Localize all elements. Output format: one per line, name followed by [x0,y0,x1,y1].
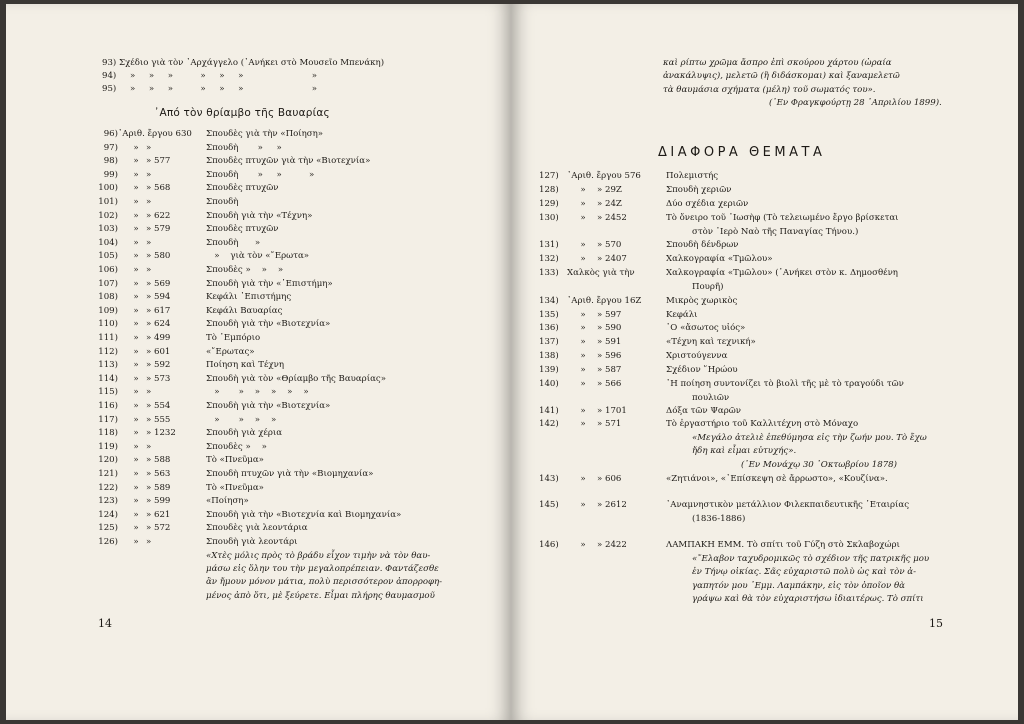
entry-title: «Ποίηση» [206,496,249,507]
work-number: » 1701 [597,406,627,416]
catalog-entry [6,155,511,168]
catalog-entry [511,184,1018,197]
entry-number: 106) [98,265,118,275]
ditto-mark: » [133,414,139,425]
work-number: Χαλκὸς γιὰ τὴν [567,268,635,278]
quote-line: (᾽Εν Φραγκφούρτῃ 28 ᾽Απριλίου 1899). [769,98,942,109]
work-number: » 622 [146,210,171,221]
entry-number: 119) [98,441,118,452]
entry-number: 123) [98,496,118,507]
work-number: » 29Ζ [597,185,622,195]
catalog-entry [6,373,511,386]
work-number: » 597 [597,310,622,320]
entry-number: 107) [98,278,118,289]
catalog-entry [6,386,511,399]
catalog-entry [511,198,1018,211]
work-number: » [146,537,152,547]
work-number: » 621 [146,509,171,520]
work-number: » 499 [146,333,171,343]
catalog-entry [6,359,511,372]
catalog-entry [6,509,511,522]
ditto-mark: » [133,265,139,275]
work-number: ᾽Αριθ. ἔργου 630 [118,129,192,139]
work-number: » [146,197,152,207]
work-number: » 624 [146,319,171,330]
work-number: » [146,441,152,452]
entry-number: 131) [539,240,559,250]
ditto-mark: » [133,292,139,303]
entry-title: Σχέδιον ῞Ηρώου [666,365,738,375]
ditto-mark: » [133,469,139,479]
entry-number: 111) [98,333,118,343]
entry-title: Χαλκογραφία «Τμῶλου» (᾽Ανήκει στὸν κ. Δημοσθένη [666,268,898,278]
entry-number: 98) [103,156,118,167]
entry-number: 121) [98,469,118,479]
catalog-entry [511,364,1018,377]
ditto-mark: » [580,199,586,209]
catalog-entry [6,169,511,182]
catalog-entry [6,427,511,440]
entry-continuation: πουλιῶν [692,393,730,403]
entry-line: 95) » » » » » » » [102,84,317,94]
entry-title: Κεφάλι ᾽Επιστήμης [206,292,292,303]
catalog-entry [511,212,1018,225]
catalog-entry [511,350,1018,363]
ditto-mark: » [580,500,586,510]
entry-title: «Τέχνη καὶ τεχνική» [666,337,756,347]
entry-title: Τὸ «Πνεῦμα» [206,455,264,466]
quote-line: τὰ θαυμάσια σχήματα (μέλη) τοῦ σωματός του». [663,84,876,95]
book-spread [6,4,1018,720]
quote-line: «῎Ελαβον ταχυδρομικῶς τὸ σχέδιον τῆς πατρικῆς μου [692,554,930,564]
ditto-mark: » [133,183,139,194]
catalog-entry [6,346,511,359]
entry-title: Σπουδὴ γιὰ τὴν «Βιοτεχνία καὶ Βιομηχανία» [206,509,402,520]
entry-number: 115) [98,387,118,398]
entry-title: » » » » » » [206,387,309,398]
right-page [511,4,1018,720]
ditto-mark: » [133,156,139,167]
catalog-entry [6,318,511,331]
ditto-mark: » [133,387,139,398]
entry-number: 117) [98,414,118,425]
catalog-entry [511,253,1018,266]
entry-title: Χριστούγεννα [666,351,728,361]
entry-continuation: (1836-1886) [692,514,746,524]
entry-number: 146) [539,540,559,550]
quote-line: γράψω καὶ θὰ τὸν εὐχαριστήσω ἰδιαιτέρως. Τὸ σπίτι [692,594,924,605]
ditto-mark: » [133,333,139,343]
catalog-entry [511,170,1018,183]
entry-number: 122) [98,482,118,493]
work-number: » 573 [146,373,171,384]
entry-number: 128) [539,185,559,195]
catalog-entry [511,267,1018,280]
catalog-entry [511,322,1018,335]
entry-title: Σπουδὲς πτυχῶν γιὰ τὴν «Βιοτεχνία» [206,156,371,167]
entry-title: Σπουδὴ γιὰ χέρια [206,428,283,439]
entry-number: 127) [539,171,559,181]
work-number: » 555 [146,414,171,425]
work-number: » 568 [146,183,171,194]
ditto-mark: » [580,351,586,361]
entry-title: Σπουδὴ γιὰ τὸν «Θρίαμβο τῆς Βαυαρίας» [206,373,386,384]
catalog-entry [6,264,511,277]
entry-title: ᾽Αναμνηστικὸν μετάλλιον Φιλεκπαιδευτικῆς ῾Εταιρίας [666,500,910,510]
quote-line: «Μεγάλο ἀτελιὲ ἐπεθύμησα εἰς τὴν ζωήν μου. Τὸ ἔχω [692,433,927,443]
ditto-mark: » [580,254,586,264]
work-number: » 580 [146,251,171,262]
entry-title: Τὸ «Πνεῦμα» [206,482,264,493]
left-page [6,4,511,720]
work-number: » 599 [146,496,171,507]
section-heading: ΔΙΑΦΟΡΑ ΘΕΜΑΤΑ [658,145,826,160]
entry-title: Κεφάλι Βαυαρίας [206,305,283,316]
ditto-mark: » [580,406,586,416]
catalog-entry [511,539,1018,552]
work-number: » 577 [146,156,171,167]
work-number: » [146,169,152,180]
entry-title: Σπουδὲς » » [206,441,267,452]
entry-number: 97) [103,142,118,153]
quote-line: ἂν ἤμουν μόνον μάτια, πολὺ περισσότερον ἀπορροφη- [206,577,443,588]
entry-number: 113) [98,360,118,371]
work-number: » 594 [146,292,171,303]
work-number: » [146,142,152,153]
entry-title: «῎Ερωτας» [206,346,255,357]
entry-number: 125) [98,523,118,534]
entry-title: Σπουδὴ γιὰ τὴν «Βιοτεχνία» [206,319,331,330]
catalog-entry [6,414,511,427]
catalog-entry [6,128,511,141]
entry-title: Σπουδὲς πτυχῶν [206,224,279,235]
ditto-mark: » [133,496,139,507]
work-number: » 588 [146,455,171,466]
catalog-entry [511,336,1018,349]
work-number: » 566 [597,379,622,389]
ditto-mark: » [133,455,139,466]
entry-title: Τὸ ᾽Εμπόριο [206,333,261,343]
page-number: 15 [929,617,943,630]
ditto-mark: » [133,346,139,357]
entry-number: 134) [539,296,559,306]
catalog-entry [6,291,511,304]
ditto-mark: » [133,278,139,289]
catalog-entry [511,473,1018,486]
quote-line: μάσω εἰς ὅλην του τὴν μεγαλοπρέπειαν. Φαντάζεσθε [206,564,439,574]
catalog-entry [511,239,1018,252]
entry-number: 141) [539,406,559,416]
entry-continuation: στὸν ᾽Ιερὸ Ναὸ τῆς Παναγίας Τήνου.) [692,227,859,237]
entry-number: 136) [539,323,559,333]
ditto-mark: » [133,142,139,153]
ditto-mark: » [133,197,139,207]
catalog-entry [6,495,511,508]
entry-number: 120) [98,455,118,466]
ditto-mark: » [133,482,139,493]
entry-number: 102) [98,210,118,221]
ditto-mark: » [580,419,586,429]
work-number: » 590 [597,323,622,333]
quote-line: ἀνακάλυψις), μελετῶ (ἢ διδάσκομαι) καὶ ξαναμελετῶ [663,71,900,82]
entry-title: ΛΑΜΠΑΚΗ ΕΜΜ. Τὸ σπίτι τοῦ Γύζη στὸ Σκλαβοχώρι [666,540,900,550]
entry-number: 133) [539,268,559,278]
work-number: » 24Ζ [597,199,622,209]
entry-number: 105) [98,251,118,262]
ditto-mark: » [133,428,139,439]
catalog-entry [6,278,511,291]
ditto-mark: » [133,210,139,221]
work-number: » 617 [146,305,171,316]
entry-number: 126) [98,537,118,547]
ditto-mark: » [580,365,586,375]
catalog-entry [511,295,1018,308]
quote-line: (᾽Εν Μονάχῳ 30 ᾽Οκτωβρίου 1878) [741,459,897,470]
entry-title: Δόξα τῶν Ψαρῶν [666,406,741,416]
entry-title: Σπουδὴ γιὰ τὴν «Βιοτεχνία» [206,401,331,411]
entry-line: 93) Σχέδιο γιὰ τὸν ᾽Αρχάγγελο (᾽Ανήκει στὸ Μουσεῖο Μπενάκη) [102,58,385,68]
catalog-entry [511,378,1018,391]
entry-title: Μικρὸς χωρικὸς [666,296,738,306]
work-number: » 1232 [146,428,176,439]
work-number: » 2407 [597,254,627,264]
catalog-entry [6,482,511,495]
ditto-mark: » [133,251,139,262]
ditto-mark: » [580,379,586,389]
work-number: » 592 [146,360,171,371]
catalog-entry [511,309,1018,322]
entry-number: 143) [539,474,559,484]
work-number: » 2422 [597,540,627,550]
entry-title: Σπουδὲς γιὰ τὴν «Ποίηση» [206,129,324,139]
catalog-entry [511,418,1018,431]
ditto-mark: » [133,237,139,248]
entry-title: Σπουδὴ γιὰ λεοντάρι [206,537,298,547]
entry-title: Σπουδὲς » » » [206,265,284,275]
entry-title: Δύο σχέδια χεριῶν [666,199,749,209]
section-heading: ᾽Από τὸν θρίαμβο τῆς Βαυαρίας [154,107,330,119]
entry-title: Σπουδὴ » [206,237,261,248]
catalog-entry [6,210,511,223]
quote-line: καὶ ρίπτω χρῶμα ἄσπρο ἐπὶ σκούρου χάρτου (ὡραία [663,58,892,68]
ditto-mark: » [133,305,139,316]
work-number: » 2612 [597,500,627,510]
entry-number: 138) [539,351,559,361]
entry-number: 132) [539,254,559,264]
entry-number: 142) [539,419,559,429]
ditto-mark: » [580,240,586,250]
catalog-entry [6,400,511,413]
work-number: » 596 [597,351,622,361]
entry-title: Σπουδὴ » » [206,142,282,153]
work-number: » 554 [146,401,171,411]
ditto-mark: » [580,337,586,347]
work-number: » 591 [597,337,622,347]
ditto-mark: » [133,373,139,384]
entry-number: 109) [98,305,118,316]
ditto-mark: » [580,540,586,550]
work-number: » 587 [597,365,622,375]
catalog-entry [6,441,511,454]
entry-title: Σπουδὴ » » » [206,169,315,180]
catalog-entry [6,237,511,250]
work-number: » 589 [146,482,171,493]
entry-number: 139) [539,365,559,375]
ditto-mark: » [580,310,586,320]
entry-title: «Ζητιάνοι», «᾽Επίσκεψη σὲ ἄρρωστο», «Κουζίνα». [666,474,888,484]
entry-continuation: Πουρῆ) [692,282,724,292]
entry-number: 108) [98,292,118,303]
catalog-entry [6,454,511,467]
catalog-entry [6,250,511,263]
entry-title: Σπουδὴ γιὰ τὴν «Τέχνη» [206,210,313,221]
catalog-entry [6,332,511,345]
entry-title: Σπουδὴ χεριῶν [666,185,732,195]
entry-title: Κεφάλι [666,310,698,320]
ditto-mark: » [133,224,139,235]
work-number: » 572 [146,523,171,534]
entry-number: 114) [98,373,118,384]
entry-number: 99) [103,169,118,180]
entry-number: 103) [98,224,118,235]
catalog-entry [6,182,511,195]
ditto-mark: » [133,441,139,452]
entry-number: 118) [98,428,118,439]
work-number: » [146,387,152,398]
work-number: ᾽Αριθ. ἔργου 16Ζ [567,296,642,306]
entry-title: Σπουδὴ πτυχῶν γιὰ τὴν «Βιομηχανία» [206,469,374,479]
entry-number: 116) [98,401,118,411]
entry-title: » » » » [206,414,277,425]
ditto-mark: » [580,213,586,223]
entry-number: 135) [539,310,559,320]
entry-number: 145) [539,500,559,510]
catalog-entry [6,536,511,549]
catalog-entry [511,499,1018,512]
quote-line: γαπητόν μου ᾽Εμμ. Λαμπάκην, εἰς τὸν ὁποῖον θὰ [692,580,905,591]
quote-line: ἤδη καὶ εἶμαι εὐτυχής». [692,446,797,457]
page-number: 14 [98,617,112,630]
catalog-entry [6,468,511,481]
quote-line: «Χτὲς μόλις πρὸς τὸ βράδυ εἶχον τιμὴν νὰ τὸν θαυ- [206,550,431,561]
work-number: » 2452 [597,213,627,223]
ditto-mark: » [133,360,139,371]
entry-number: 96) [103,129,118,139]
entry-number: 130) [539,213,559,223]
entry-number: 100) [98,183,118,194]
ditto-mark: » [133,537,139,547]
work-number: » 569 [146,278,171,289]
entry-line: 94) » » » » » » » [102,71,317,81]
catalog-entry [511,405,1018,418]
ditto-mark: » [133,319,139,330]
catalog-entry [6,196,511,209]
ditto-mark: » [133,523,139,534]
ditto-mark: » [133,169,139,180]
entry-number: 129) [539,199,559,209]
catalog-entry [6,305,511,318]
entry-title: ῾Η ποίηση συντονίζει τὸ βιολὶ τῆς μὲ τὸ τραγούδι τῶν [666,379,904,389]
work-number: » 571 [597,419,622,429]
work-number: » [146,265,152,275]
entry-number: 101) [98,197,118,207]
entry-title: Τὸ ἐργαστήριο τοῦ Καλλιτέχνη στὸ Μόναχο [666,419,859,429]
quote-line: ἐν Τήνῳ οἰκίας. Σᾶς εὐχαριστῶ πολὺ ὡς καὶ τὸν ἀ- [692,567,916,578]
entry-number: 104) [98,237,118,248]
work-number: » 579 [146,224,171,235]
ditto-mark: » [133,401,139,411]
entry-number: 112) [98,346,118,357]
entry-title: Σπουδὲς γιὰ λεοντάρια [206,523,308,534]
entry-title: Χαλκογραφία «Τμῶλου» [666,254,773,264]
entry-number: 137) [539,337,559,347]
entry-title: Σπουδὴ [206,197,239,207]
ditto-mark: » [580,474,586,484]
entry-title: Ποίηση καὶ Τέχνη [206,360,284,371]
catalog-entry [6,142,511,155]
work-number: » 606 [597,474,622,484]
ditto-mark: » [133,509,139,520]
entry-title: Σπουδὴ δένδρων [666,240,739,250]
entry-title: » γιὰ τὸν «῎Ερωτα» [206,251,310,262]
work-number: » 563 [146,469,171,479]
work-number: » 570 [597,240,622,250]
catalog-entry [6,223,511,236]
entry-number: 140) [539,379,559,389]
catalog-entry [6,522,511,535]
work-number: » [146,237,152,248]
entry-title: Σπουδὲς πτυχῶν [206,183,279,194]
quote-line: μένος ἀπὸ ὅτι, μὲ ξεύρετε. Εἶμαι πλήρης θαυμασμοῦ [206,590,435,601]
entry-number: 124) [98,509,118,520]
entry-number: 110) [98,319,118,330]
entry-title: Σπουδὴ γιὰ τὴν «᾽Επιστήμη» [206,278,333,289]
work-number: » 601 [146,346,171,357]
ditto-mark: » [580,185,586,195]
ditto-mark: » [580,323,586,333]
entry-title: Πολεμιστής [666,171,719,181]
entry-title: Τὸ ὄνειρο τοῦ ᾽Ιωσὴφ (Τὸ τελειωμένο ἔργο βρίσκεται [666,213,899,223]
work-number: ᾽Αριθ. ἔργου 576 [567,171,641,181]
entry-title: ῾Ο «ἄσωτος υἱός» [666,323,746,333]
